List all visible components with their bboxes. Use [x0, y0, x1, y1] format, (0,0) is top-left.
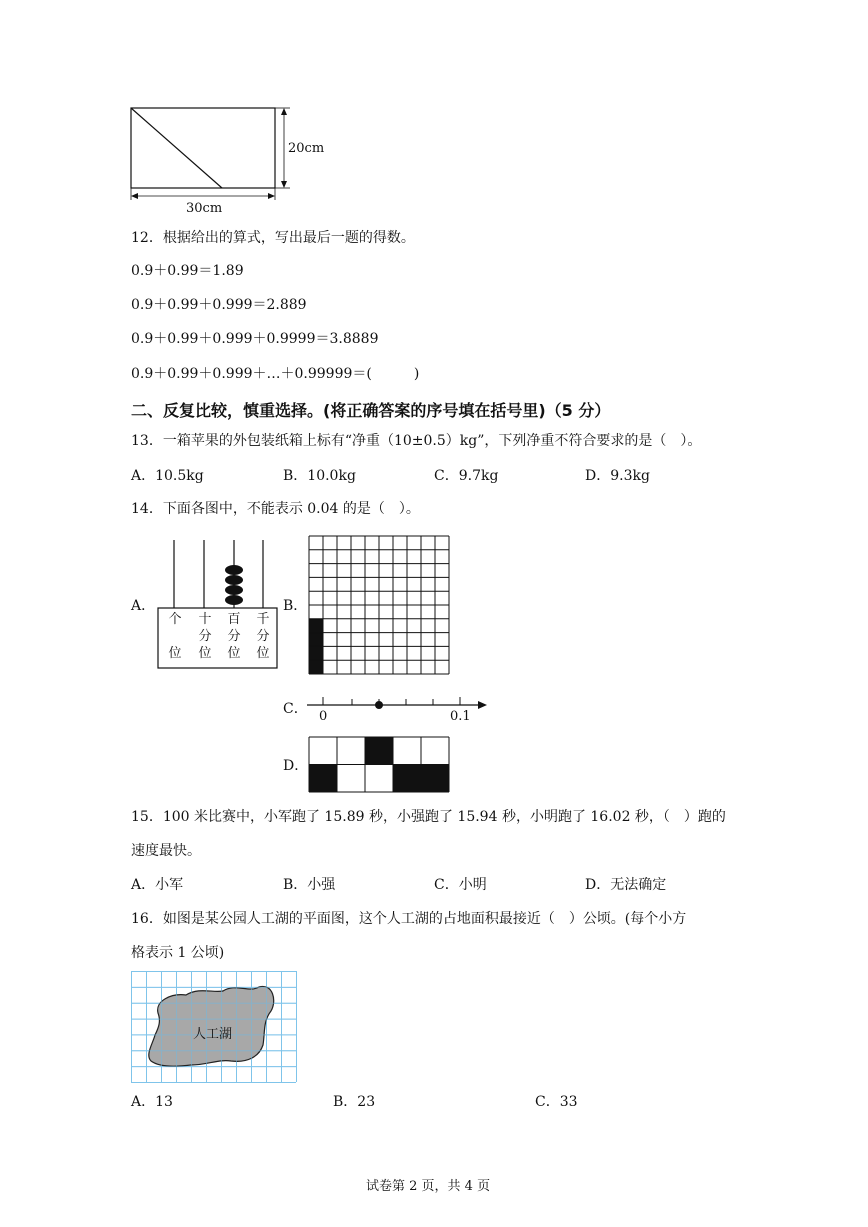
q14-label-c[interactable]: C．: [283, 701, 308, 717]
width-label: 30cm: [186, 201, 223, 216]
q15-option-d[interactable]: D．无法确定: [585, 877, 667, 893]
q12-stem: 12．根据给出的算式，写出最后一题的得数。: [131, 230, 415, 246]
filled-cell: [421, 765, 449, 793]
q15-option-a[interactable]: A．小军: [131, 877, 184, 893]
q12-line: 0.9＋0.99＋0.999＋0.9999＝3.8889: [131, 331, 379, 347]
q15-option-b[interactable]: B．小强: [283, 877, 336, 893]
filled-cell: [309, 633, 323, 647]
q14-label-b[interactable]: B．: [283, 598, 308, 614]
height-label: 20cm: [288, 141, 325, 156]
q16-option-b[interactable]: B．23: [333, 1094, 376, 1110]
place-label-thousandths: 千 分 位: [256, 612, 270, 661]
q16-option-a[interactable]: A．13: [131, 1094, 173, 1110]
section-heading: 二、反复比较，慎重选择。(将正确答案的序号填在括号里)（5 分）: [131, 401, 611, 420]
abacus-bead: [225, 585, 243, 595]
filled-cell: [365, 737, 393, 765]
q15-option-c[interactable]: C．小明: [434, 877, 487, 893]
abacus-bead: [225, 575, 243, 585]
hundred-grid-figure: [308, 535, 450, 675]
q12-answer-line[interactable]: 0.9＋0.99＋0.999＋…＋0.99999＝( ): [131, 366, 420, 382]
q16-stem: 16．如图是某公园人工湖的平面图，这个人工湖的占地面积最接近（ ）公顷。(每个小方: [131, 911, 687, 927]
q13-stem: 13．一箱苹果的外包装纸箱上标有“净重（10±0.5）kg”，下列净重不符合要求的是（ ）。: [131, 433, 702, 449]
q14-label-a[interactable]: A．: [131, 598, 156, 614]
q13-option-a[interactable]: A．10.5kg: [131, 468, 204, 484]
number-line-label-01: 0.1: [450, 709, 471, 724]
q15-stem-cont: 速度最快。: [131, 843, 201, 859]
filled-cell: [393, 765, 421, 793]
number-line-label-0: 0: [319, 709, 328, 724]
q13-option-d[interactable]: D．9.3kg: [585, 468, 650, 484]
number-line-point: [375, 701, 383, 709]
q16-option-c[interactable]: C．33: [535, 1094, 578, 1110]
page-footer: 试卷第 2 页，共 4 页: [366, 1179, 491, 1194]
filled-cell: [309, 660, 323, 674]
q15-stem: 15．100 米比赛中，小军跑了 15.89 秒，小强跑了 15.94 秒，小明跑了 16.02 秒，（ ）跑的: [131, 809, 726, 825]
q14-stem: 14．下面各图中，不能表示 0.04 的是（ ）。: [131, 501, 420, 517]
filled-cell: [309, 765, 337, 793]
q14-label-d[interactable]: D．: [283, 758, 309, 774]
abacus-bead: [225, 565, 243, 575]
abacus-place-labels: [157, 611, 277, 667]
place-label-hundredths: 百 分 位: [227, 612, 241, 661]
lake-label: 人工湖: [193, 1027, 233, 1042]
q13-option-b[interactable]: B．10.0kg: [283, 468, 356, 484]
two-row-grid-figure: [308, 736, 450, 793]
q12-line: 0.9＋0.99＋0.999＝2.889: [131, 297, 307, 313]
place-label-ones: 个 位: [168, 612, 182, 661]
abacus-bead: [225, 595, 243, 605]
q12-line: 0.9＋0.99＝1.89: [131, 263, 244, 279]
filled-cell: [309, 646, 323, 660]
rectangle-figure: [0, 0, 868, 230]
q13-option-c[interactable]: C．9.7kg: [434, 468, 499, 484]
filled-cell: [309, 619, 323, 633]
q16-stem-cont: 格表示 1 公顷): [131, 945, 225, 961]
place-label-tenths: 十 分 位: [198, 612, 212, 661]
